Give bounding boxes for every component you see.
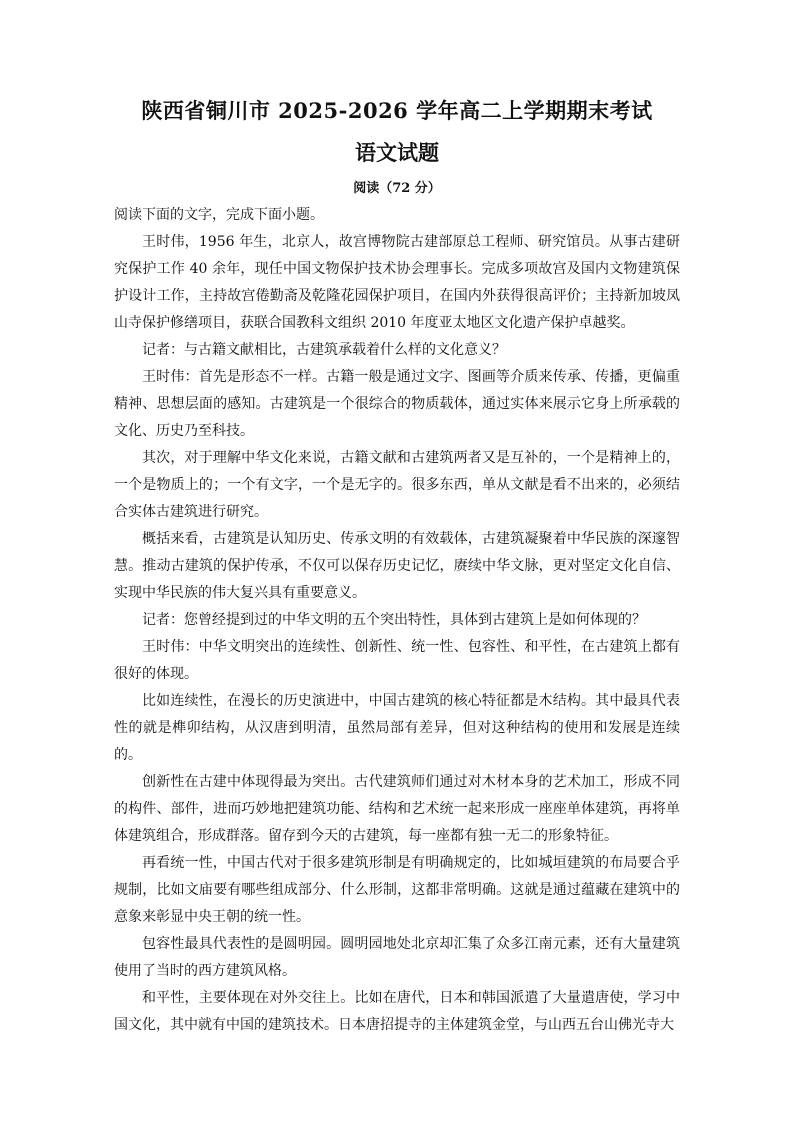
document-body <box>114 202 680 1039</box>
document-title: 陕西省铜川市 2025-2026 学年高二上学期期末考试 <box>141 98 653 123</box>
paragraph-answer-2a: 王时伟：中华文明突出的连续性、创新性、统一性、包容性、和平性，在古建筑上都有很好的体现。 <box>114 639 680 682</box>
paragraph-peace: 和平性，主要体现在对外交往上。比如在唐代，日本和韩国派遣了大量遣唐使，学习中国文化，其中就有中国的建筑技术。日本唐招提寺的主体建筑金堂，与山西五台山佛光寺大 <box>114 990 680 1033</box>
paragraph-inclusiveness: 包容性最具代表性的是圆明园。圆明园地处北京却汇集了众多江南元素，还有大量建筑使用了当时的西方建筑风格。 <box>114 936 680 979</box>
paragraph-answer-1b: 其次，对于理解中华文化来说，古籍文献和古建筑两者又是互补的，一个是精神上的，一个是物质上的；一个有文字，一个是无字的。很多东西，单从文献是看不出来的，必须结合实体古建筑进行研究。 <box>114 450 680 520</box>
paragraph-unity: 再看统一性，中国古代对于很多建筑形制是有明确规定的，比如城垣建筑的布局要合乎规制，比如文庙要有哪些组成部分、什么形制，这都非常明确。这就是通过蕴藏在建筑中的意象来彰显中央王朝的统一性。 <box>114 855 680 925</box>
paragraph-bio: 王时伟，1956 年生，北京人，故宫博物院古建部原总工程师、研究馆员。从事古建研究保护工作 40 余年，现任中国文物保护技术协会理事长。完成多项故宫及国内文物建筑保护设计工作，主持故宫倦勤斋及乾隆花园保护项目，在国内外获得很高评价；主持新加坡凤山寺保护修缮项目，获联合国教科文组织 2010 年度亚太地区文化遗产保护卓越奖。 <box>114 234 680 331</box>
paragraph-question-2: 记者：您曾经提到过的中华文明的五个突出特性，具体到古建筑上是如何体现的？ <box>142 612 646 628</box>
paragraph-continuity: 比如连续性，在漫长的历史演进中，中国古建筑的核心特征都是木结构。其中最具代表性的就是榫卯结构，从汉唐到明清，虽然局部有差异，但对这种结构的使用和发展是连续的。 <box>114 693 680 763</box>
section-heading: 阅读（72 分） <box>353 181 441 196</box>
instruction-text: 阅读下面的文字，完成下面小题。 <box>114 207 324 223</box>
paragraph-innovation: 创新性在古建中体现得最为突出。古代建筑师们通过对木材本身的艺术加工，形成不同的构件、部件，进而巧妙地把建筑功能、结构和艺术统一起来形成一座座单体建筑，再将单体建筑组合，形成群落。留存到今天的古建筑，每一座都有独一无二的形象特征。 <box>114 774 680 844</box>
paragraph-answer-1a: 王时伟：首先是形态不一样。古籍一般是通过文字、图画等介质来传承、传播，更偏重精神、思想层面的感知。古建筑是一个很综合的物质载体，通过实体来展示它身上所承载的文化、历史乃至科技。 <box>114 369 680 439</box>
paragraph-answer-1c: 概括来看，古建筑是认知历史、传承文明的有效载体，古建筑凝聚着中华民族的深邃智慧。推动古建筑的保护传承，不仅可以保存历史记忆，赓续中华文脉，更对坚定文化自信、实现中华民族的伟大复兴具有重要意义。 <box>114 531 680 601</box>
document-subtitle: 语文试题 <box>355 140 439 165</box>
paragraph-question-1: 记者：与古籍文献相比，古建筑承载着什么样的文化意义？ <box>142 342 506 358</box>
